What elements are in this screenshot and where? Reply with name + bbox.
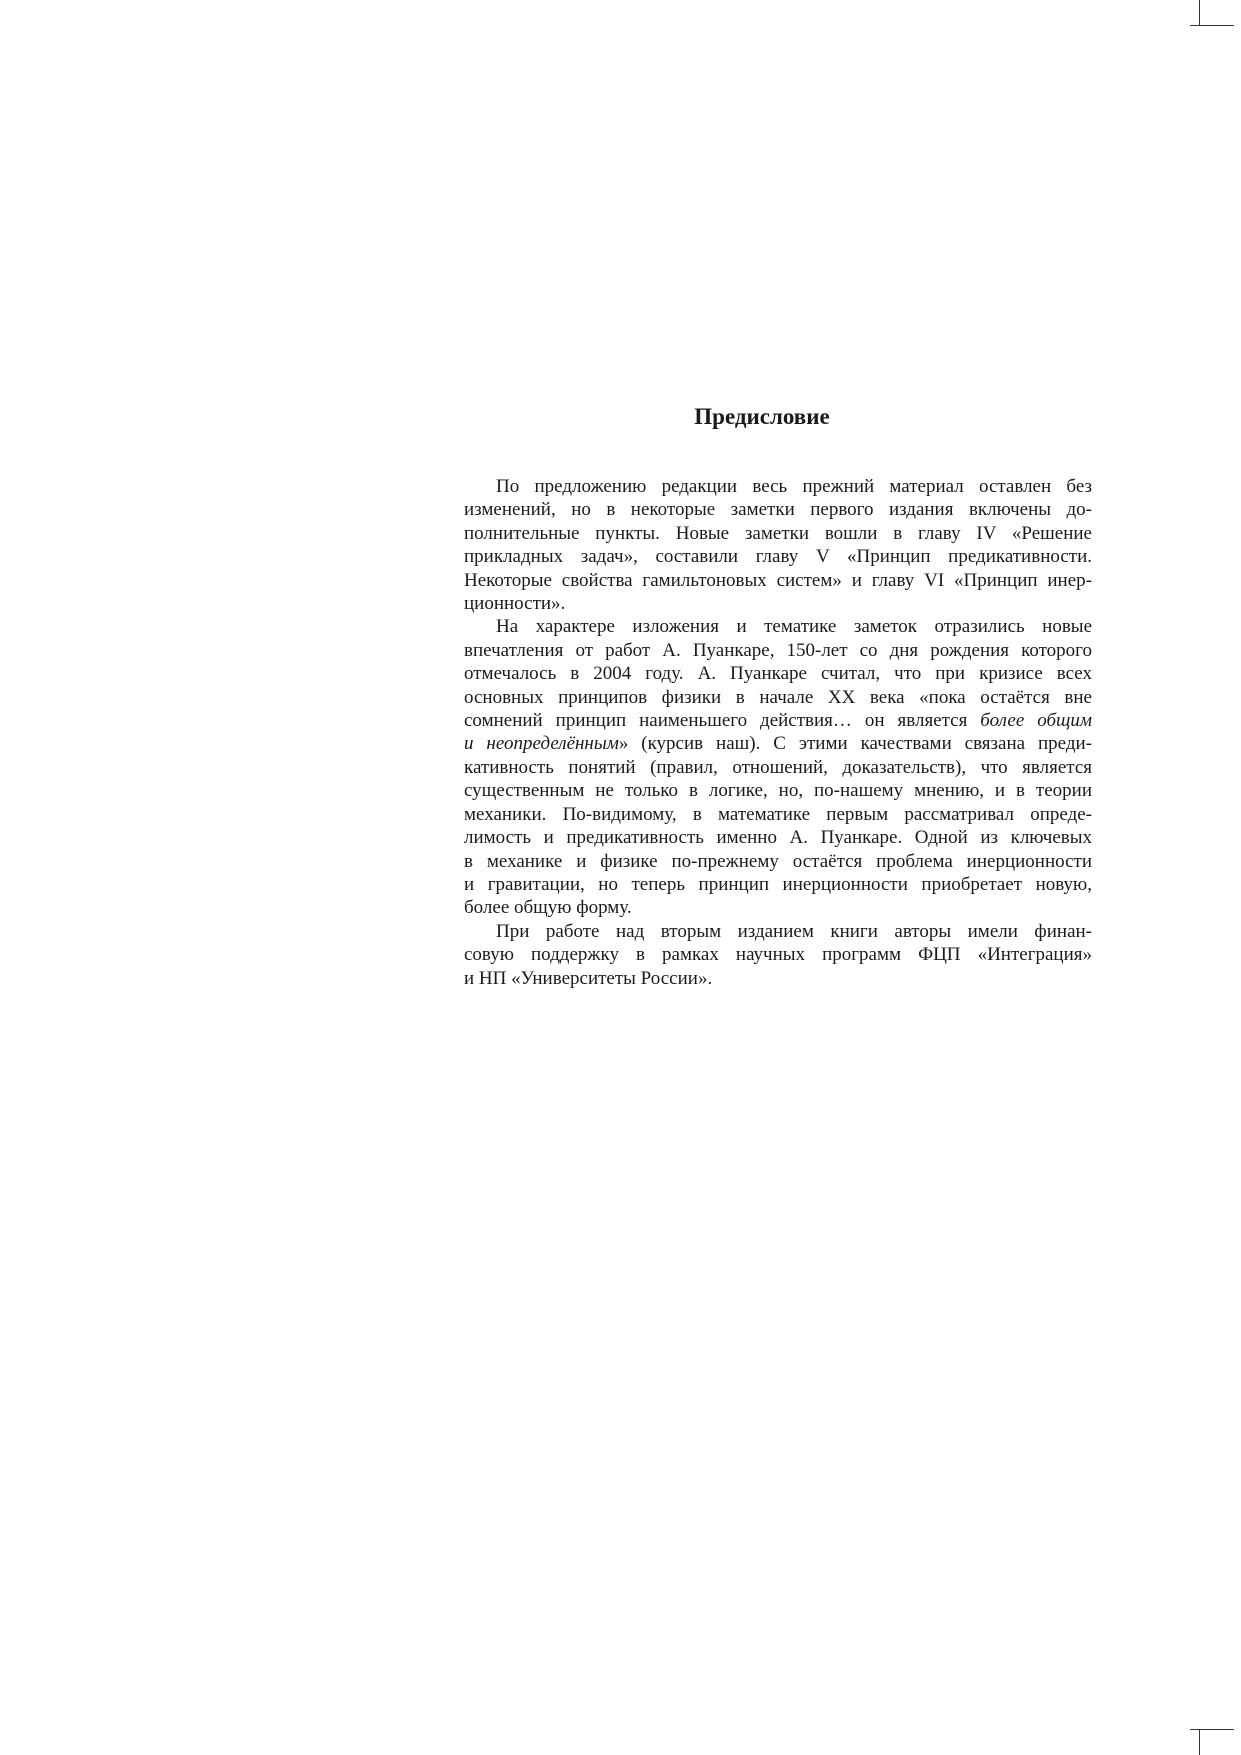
crop-mark-top-horizontal (1190, 25, 1234, 26)
text-line: и гравитации, но теперь принцип инерционности приобретает новую, (464, 873, 1092, 895)
text-line: в механике и физике по-прежнему остаётся проблема инерционности (464, 850, 1092, 872)
text-line: По предложению редакции весь прежний материал оставлен без (496, 476, 1092, 497)
text-line: При работе над вторым изданием книги авторы имели финан- (496, 920, 1092, 942)
text-segment: » (курсив наш). С этими качествами связана преди- (618, 733, 1093, 755)
text-line: отмечалось в 2004 году. А. Пуанкаре считал, что при кризисе всех (464, 663, 1092, 685)
italic-phrase: более общим (980, 710, 1092, 732)
paragraph-2 (432, 615, 1092, 919)
text-line: полнительные пункты. Новые заметки вошли в главу IV «Решение (464, 522, 1092, 544)
text-line: На характере изложения и тематике заметок отразились новые (496, 616, 1092, 638)
text-line: и НП «Университеты России». (464, 967, 713, 989)
text-line: лимость и предикативность именно А. Пуанкаре. Одной из ключевых (464, 827, 1092, 849)
text-line: изменений, но в некоторые заметки первого издания включены до- (464, 499, 1092, 521)
text-line (432, 732, 1092, 755)
text-line (432, 709, 1092, 732)
text-line: впечатления от работ А. Пуанкаре, 150-лет со дня рождения которого (464, 639, 1092, 661)
text-line: прикладных задач», составили главу V «Принцип предикативности. (464, 546, 1092, 568)
italic-phrase: и неопределённым (464, 733, 619, 755)
paragraph-1 (432, 475, 1092, 615)
text-line: основных принципов физики в начале XX века «пока остаётся вне (464, 686, 1092, 708)
text-line: Некоторые свойства гамильтоновых систем» и главу VI «Принцип инер- (464, 569, 1092, 591)
crop-mark-top-vertical (1199, 0, 1200, 26)
crop-mark-bottom-vertical (1199, 1729, 1200, 1755)
text-line: ционности». (464, 593, 566, 615)
paragraph-3 (432, 920, 1092, 990)
text-line: кативность понятий (правил, отношений, доказательств), что является (464, 756, 1092, 778)
text-line: более общую форму. (464, 897, 632, 919)
text-line: существенным не только в логике, но, по-нашему мнению, и в теории (464, 780, 1092, 802)
crop-mark-bottom-horizontal (1190, 1729, 1234, 1730)
text-segment: сомнений принцип наименьшего действия… он является (464, 710, 981, 732)
page-title: Предисловие (694, 404, 830, 429)
preface-body (432, 475, 1092, 990)
text-line: механики. По-видимому, в математике первым рассматривал опреде- (464, 803, 1092, 825)
text-line: совую поддержку в рамках научных программ ФЦП «Интеграция» (464, 944, 1092, 966)
